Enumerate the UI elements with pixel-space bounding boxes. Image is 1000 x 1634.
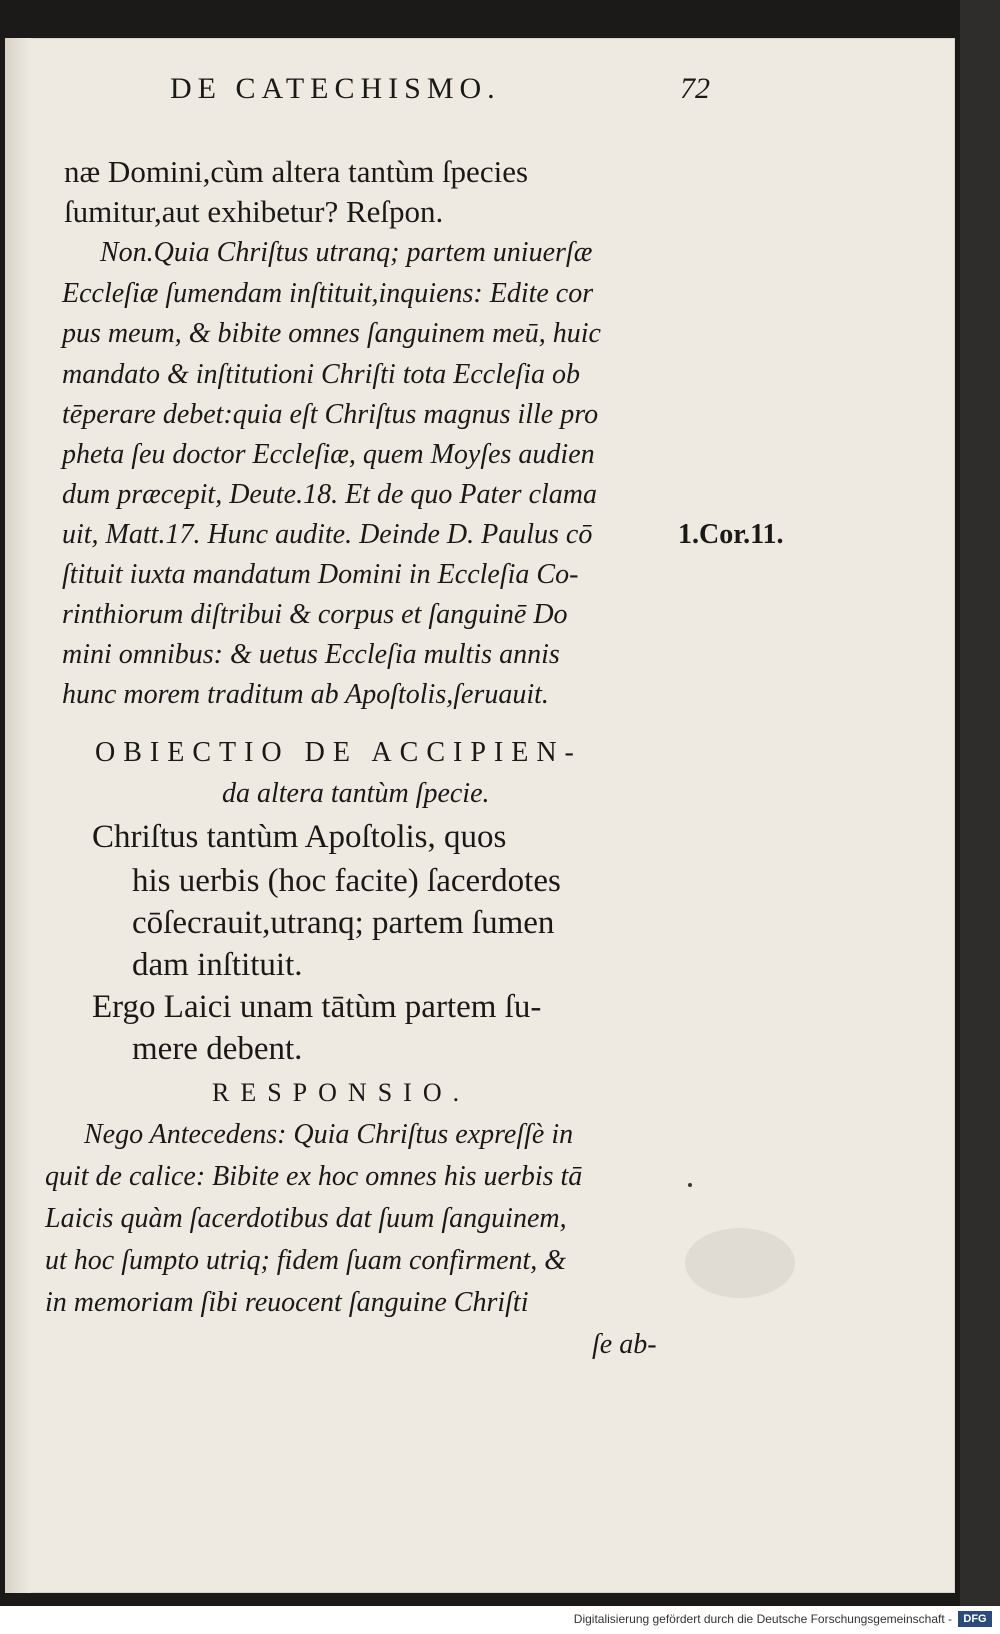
paper-stain <box>685 1228 795 1298</box>
objection-heading: OBIECTIO DE ACCIPIEN- <box>95 737 582 768</box>
objection-subheading: da altera tantùm ſpecie. <box>222 778 490 809</box>
response-line: quit de calice: Bibite ex hoc omnes his uerbis tā <box>45 1161 583 1192</box>
attribution-bar <box>0 1606 1000 1634</box>
body-line: pus meum, & bibite omnes ſanguinem meū, huic <box>62 318 601 349</box>
body-line: dum præcepit, Deute.18. Et de quo Pater clama <box>62 479 598 510</box>
ink-speck <box>688 1183 692 1187</box>
marginal-note: 1.Cor.11. <box>678 519 784 550</box>
body-line: mini omnibus: & uetus Eccleſia multis annis <box>62 639 560 670</box>
body-line: Eccleſiæ ſumendam inſtituit,inquiens: Edite cor <box>62 278 594 309</box>
header-title: DE CATECHISMO. <box>170 72 501 105</box>
page-number: 72 <box>680 72 710 105</box>
body-line: hunc morem traditum ab Apoſtolis,ſeruauit. <box>62 679 549 710</box>
body-line: ſumitur,aut exhibetur? Reſpon. <box>64 194 444 229</box>
objection-line: Chriſtus tantùm Apoſtolis, quos <box>92 819 507 855</box>
objection-line: dam inſtituit. <box>132 947 303 983</box>
body-line: tēperare debet:quia eſt Chriſtus magnus ille pro <box>62 399 599 430</box>
body-line: næ Domini,cùm altera tantùm ſpecies <box>64 154 529 189</box>
catchword: ſe ab- <box>592 1329 657 1360</box>
response-line: in memoriam ſibi reuocent ſanguine Chriſti <box>45 1287 529 1318</box>
objection-line: his uerbis (hoc facite) ſacerdotes <box>132 863 561 899</box>
response-line: Nego Antecedens: Quia Chriſtus expreſſè in <box>84 1119 574 1150</box>
body-line: mandato & inſtitutioni Chriſti tota Eccleſia ob <box>62 359 580 390</box>
objection-line: cōſecrauit,utranq; partem ſumen <box>132 905 555 941</box>
dfg-logo: DFG <box>958 1611 992 1627</box>
body-line: uit, Matt.17. Hunc audite. Deinde D. Paulus cō <box>62 519 593 550</box>
response-line: ut hoc ſumpto utriq; fidem ſuam confirment, & <box>45 1245 567 1276</box>
objection-line: Ergo Laici unam tātùm partem ſu- <box>92 989 542 1025</box>
response-line: Laicis quàm ſacerdotibus dat ſuum ſanguinem, <box>45 1203 567 1234</box>
running-header <box>170 64 710 114</box>
attribution-text: Digitalisierung gefördert durch die Deutsche Forschungsgemeinschaft - <box>573 1612 952 1626</box>
body-line: Non.Quia Chriſtus utranq; partem uniuerſæ <box>100 237 593 268</box>
body-line: pheta ſeu doctor Eccleſiæ, quem Moyſes audien <box>62 439 595 470</box>
objection-line: mere debent. <box>132 1031 303 1067</box>
response-heading: RESPONSIO. <box>212 1078 471 1107</box>
body-line: rinthiorum diſtribui & corpus et ſanguinē Do <box>62 599 568 630</box>
page-gutter <box>5 38 31 1593</box>
body-line: ſtituit iuxta mandatum Domini in Eccleſia Co- <box>62 559 579 590</box>
